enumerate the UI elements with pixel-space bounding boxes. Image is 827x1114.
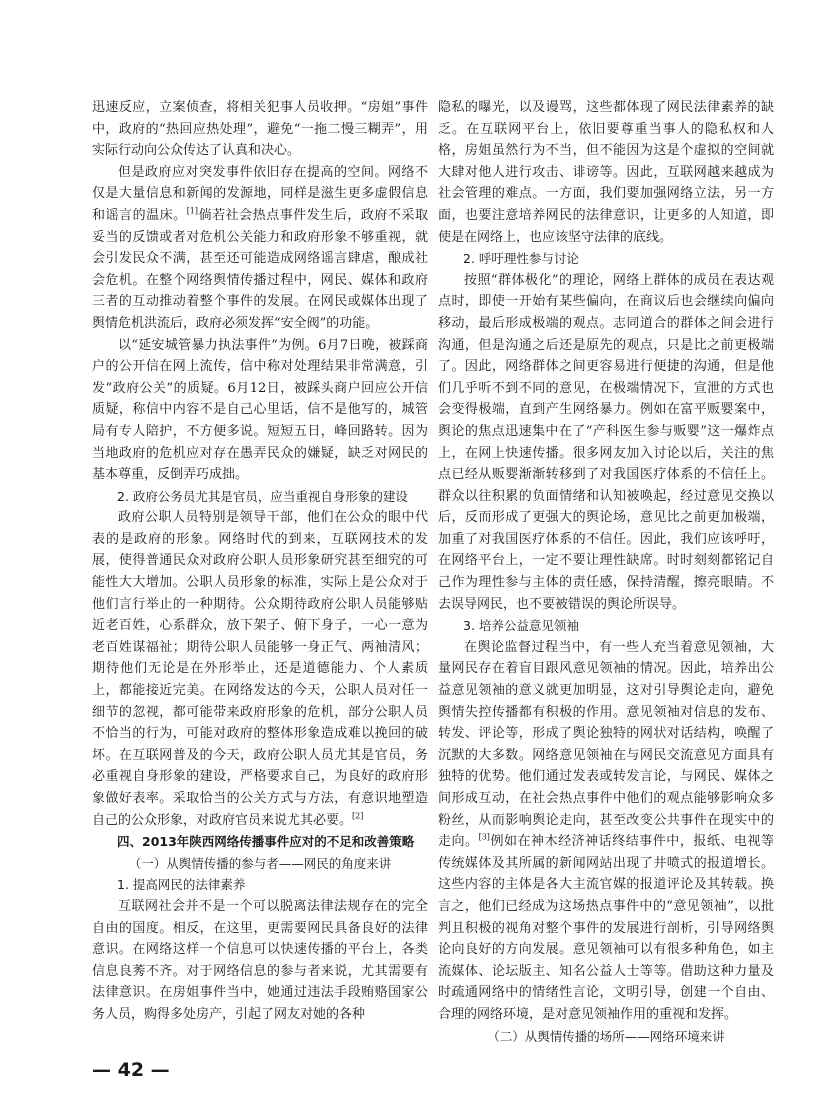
paragraph-text: 政府公职人员特别是领导干部，他们在公众的眼中代表的是政府的形象。网络时代的到来，互联网技术的发展，使得普通民众对政府公职人员形象研究甚至细究的可能性大大增加。公职人员形象的标准，实际上是公众对于他们言行举止的一种期待。公众期待政府公职人员能够贴近老百姓，心系群众，放下架子、俯下身子，一心一意为老百姓谋福祉；期待公职人员能够一身正气、两袖清风；期待他们无论是在外形举止，还是道德能力、个人素质上，都能接近完美。在网络发达的今天，公职人员对任一细节的忽视，都可能带来政府形象的危机，部分公职人员不恰当的行为，可能对政府的整体形象造成难以挽回的破坏。在互联网普及的今天，政府公职人员尤其是官员，务必重视自身形象的建设，严格要求自己，为良好的政府形象做好表率。采取恰当的公关方式与方法，有意识地塑造自己的公众形象，对政府官员来说尤其必要。	[92, 510, 428, 828]
paragraph-text: 以“延安城管暴力执法事件”为例。6月7日晚，被踩商户的公开信在网上流传，信中称对处理结果非常满意，引发“政府公关”的质疑。6月12日，被踩头商户回应公开信质疑，称信中内容不是自己心里话，信不是他写的，城管局有专人陪护，不方便多说。短短五日，峰回路转。因为当地政府的危机应对存在愚弄民众的嫌疑，缺乏对网民的基本尊重，反倒弄巧成拙。	[92, 337, 428, 483]
paragraph-text: 按照“群体极化”的理论，网络上群体的成员在表达观点时，即使一开始有某些偏向，在商议后也会继续向偏向移动，最后形成极端的观点。志同道合的群体之间会进行沟通，但是沟通之后还是原先的观点，只是比之前更极端了。因此，网络群体之间更容易进行便捷的沟通，但是他们几乎听不到不同的意见，在极端情况下，宣泄的方式也会变得极端，直到产生网络暴力。例如在富平贩婴案中，舆论的焦点迅速集中在了“产科医生参与贩婴”这一爆炸点上，在网上快速传播。很多网友加入讨论以后，关注的焦点已经从贩婴渐渐转移到了对我国医疗体系的不信任上。群众以往积累的负面情绪和认知被唤起，经过意见交换以后，反而形成了更强大的舆论场，意见比之前更加极端，加重了对我国医疗体系的不信任。因此，我们应该呼吁，在网络平台上，一定不要让理性缺席。时时刻刻都铭记自己作为理性参与主体的责任感，保持清醒，擦亮眼睛。不去误导网民，也不要被错误的舆论所误导。	[438, 272, 774, 612]
right-column	[438, 97, 774, 1047]
left-column	[92, 97, 428, 1026]
paragraph	[92, 162, 428, 335]
paragraph-text: （二）从舆情传播的场所——网络环境来讲	[487, 1028, 725, 1044]
paragraph-text: （一）从舆情传播的参与者——网民的角度来讲	[128, 855, 392, 871]
paragraph-text: 但是政府应对突发事件依旧存在提高的空间。网络不仅是大量信息和新闻的发源地，同样是滋生更多虚假信息和谣言的温床。	[92, 164, 428, 223]
section-heading	[438, 248, 774, 270]
paragraph	[92, 335, 428, 486]
section-heading	[92, 486, 428, 508]
citation-marker: [2]	[352, 811, 364, 821]
paragraph	[438, 97, 774, 248]
section-heading	[92, 853, 428, 875]
section-heading	[438, 1026, 774, 1048]
paragraph-text: 隐私的曝光，以及谩骂，这些都体现了网民法律素养的缺乏。在互联网平台上，依旧要尊重当事人的隐私权和人格，房姐虽然行为不当，但不能因为这是个虚拟的空间就大肆对他人进行攻击、诽谤等。因此，互联网越来越成为社会管理的难点。一方面，我们要加强网络立法，另一方面，也要注意培养网民的法律意识，让更多的人知道，即使是在网络上，也应该坚守法律的底线。	[438, 100, 774, 245]
paragraph-text: 3. 培养公益意见领袖	[463, 618, 579, 634]
paragraph	[92, 896, 428, 1026]
paragraph-text: 2. 呼吁理性参与讨论	[463, 251, 579, 267]
paragraph-text: 在舆论监督过程当中，有一些人充当着意见领袖，大量网民存在着盲目跟风意见领袖的情况。因此，培养出公益意见领袖的意义就更加明显，这对引导舆论走向，避免舆情失控传播都有积极的作用。意见领袖对信息的发布、转发、评论等，形成了舆论独特的网状对话结构，唤醒了沉默的大多数。网络意见领袖在与网民交流意见方面具有独特的优势。他们通过发表或转发言论，与网民、媒体之间形成互动，在社会热点事件中他们的观点能够影响众多粉丝，从而影响舆论走向，甚至改变公共事件在现实中的走向。	[438, 639, 774, 850]
citation-marker: [3]	[478, 832, 490, 842]
section-heading	[92, 874, 428, 896]
paragraph-text: 1. 提高网民的法律素养	[117, 877, 246, 893]
citation-marker: [1]	[186, 206, 199, 216]
paragraph-text: 2. 政府公务员尤其是官员，应当重视自身形象的建设	[117, 488, 408, 504]
page-number: — 42 —	[92, 1059, 170, 1081]
paragraph	[92, 507, 428, 831]
section-heading	[92, 831, 428, 853]
paragraph	[438, 637, 774, 1026]
paragraph-text: 四、2013年陕西网络传播事件应对的不足和改善策略	[117, 834, 415, 850]
paragraph-text: 迅速反应，立案侦查，将相关犯事人员收押。“房姐”事件中，政府的“热回应热处理”，避免“一拖二慢三糊弄”，用实际行动向公众传达了认真和决心。	[92, 100, 428, 159]
paragraph-text: 例如在神木经济神话终结事件中，报纸、电视等传统媒体及其所属的新闻网站出现了井喷式的报道增长。这些内容的主体是各大主流官媒的报道评论及其转载。换言之，他们已经成为这场热点事件中的“意见领袖”，以批判且积极的视角对整个事件的发展进行剖析，引导网络舆论向良好的方向发展。意见领袖可以有很多种角色，如主流媒体、论坛版主、知名公益人士等等。借助这种力量及时疏通网络中的情绪性言论，文明引导，创建一个自由、合理的网络环境，是对意见领袖作用的重视和发挥。	[438, 834, 774, 1022]
paragraph	[92, 97, 428, 162]
section-heading	[438, 615, 774, 637]
paragraph-text: 互联网社会并不是一个可以脱离法律法规存在的完全自由的国度。相反，在这里，更需要网民具备良好的法律意识。在网络这样一个信息可以快速传播的平台上，各类信息良莠不齐。对于网络信息的参与者来说，尤其需要有法律意识。在房姐事件当中，她通过违法手段贿赂国家公务人员，购得多处房产，引起了网友对她的各种	[92, 898, 428, 1022]
paragraph-text: 倘若社会热点事件发生后，政府不采取妥当的反馈或者对危机公关能力和政府形象不够重视，就会引发民众不满，甚至还可能造成网络谣言肆虐，酿成社会危机。在整个网络舆情传播过程中，网民、媒体和政府三者的互动推动着整个事件的发展。在网民或媒体出现了舆情危机洪流后，政府必须发挥“安全阀”的功能。	[92, 207, 428, 331]
paragraph	[438, 270, 774, 616]
